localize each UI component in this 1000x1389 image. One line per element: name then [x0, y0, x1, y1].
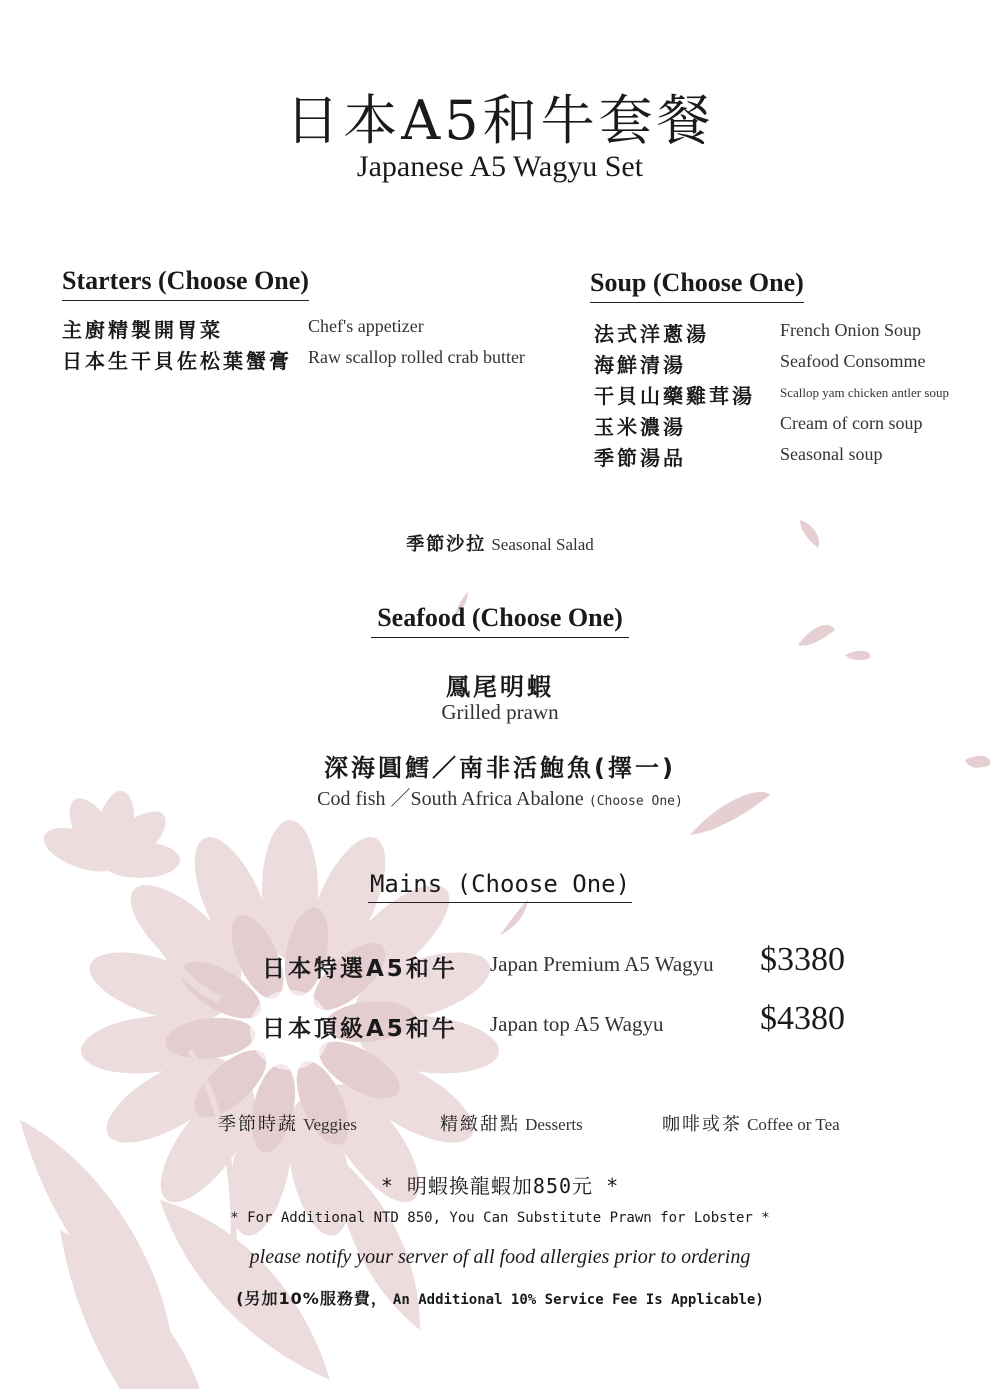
allergy-note: please notify your server of all food allergies prior to ordering: [249, 1246, 751, 1268]
main-2-zh: 日本頂級A5和牛: [262, 1016, 458, 1042]
seafood-1-en: Grilled prawn: [441, 700, 559, 724]
salad-zh: 季節沙拉: [406, 534, 487, 555]
side-3-zh: 咖啡或茶: [662, 1114, 742, 1135]
side-desserts: [440, 1110, 583, 1136]
salad-en: Seasonal Salad: [491, 535, 594, 554]
side-2-en: Desserts: [525, 1115, 583, 1134]
mains-heading-wrap: [0, 870, 1000, 903]
service-fee-zh: (另加10%服務費，: [236, 1289, 388, 1308]
soup-heading: Soup (Choose One): [590, 268, 804, 303]
side-1-en: Veggies: [303, 1115, 357, 1134]
seafood-1-zh: 鳳尾明蝦: [446, 673, 554, 701]
starter-2-zh: 日本生干貝佐松葉蟹膏: [62, 349, 292, 373]
soup-1-en: French Onion Soup: [780, 320, 921, 340]
soup-1-zh: 法式洋蔥湯: [594, 322, 709, 346]
seafood-2-en: Cod fish ／South Africa Abalone: [317, 788, 584, 810]
starter-1-en: Chef's appetizer: [308, 316, 424, 336]
side-1-zh: 季節時蔬: [218, 1114, 298, 1135]
page-title-en: Japanese A5 Wagyu Set: [356, 150, 644, 183]
mains-heading: Mains (Choose One): [368, 870, 632, 903]
soup-4-en: Cream of corn soup: [780, 413, 923, 433]
soup-2-zh: 海鮮清湯: [594, 353, 686, 377]
side-veggies: [218, 1110, 357, 1136]
seafood-2-zh: 深海圓鱈／南非活鮑魚(擇一): [324, 754, 676, 782]
lobster-note-zh: * 明蝦換龍蝦加850元 *: [380, 1174, 620, 1198]
lobster-note-en: * For Additional NTD 850, You Can Substitute Prawn for Lobster *: [230, 1210, 770, 1226]
main-2-en: Japan top A5 Wagyu: [490, 1012, 664, 1036]
soup-5-zh: 季節湯品: [594, 446, 686, 470]
main-1-price: $3380: [760, 941, 845, 978]
main-1-en: Japan Premium A5 Wagyu: [490, 952, 714, 976]
soup-2-en: Seafood Consomme: [780, 351, 926, 371]
starter-2-en: Raw scallop rolled crab butter: [308, 347, 525, 367]
soup-5-en: Seasonal soup: [780, 444, 883, 464]
side-2-zh: 精緻甜點: [440, 1114, 520, 1135]
main-2-price: $4380: [760, 1000, 845, 1037]
service-fee-en: An Additional 10% Service Fee Is Applicable): [392, 1292, 764, 1308]
main-1-zh: 日本特選A5和牛: [262, 956, 458, 982]
starter-1-zh: 主廚精製開胃菜: [62, 318, 223, 342]
soup-4-zh: 玉米濃湯: [594, 415, 686, 439]
seafood-heading: Seafood (Choose One): [371, 603, 629, 638]
starters-heading: Starters (Choose One): [62, 266, 309, 301]
seafood-2-note: (Choose One): [588, 794, 683, 809]
seafood-heading-wrap: [0, 603, 1000, 638]
seafood-2-en-line: [0, 782, 1000, 811]
service-fee-note: [0, 1286, 1000, 1309]
side-3-en: Coffee or Tea: [747, 1115, 840, 1134]
soup-3-zh: 干貝山藥雞茸湯: [594, 384, 755, 408]
side-coffee: [662, 1110, 840, 1136]
salad-line: [0, 530, 1000, 556]
soup-3-en: Scallop yam chicken antler soup: [780, 385, 949, 400]
page-title-zh: 日本A5和牛套餐: [285, 89, 715, 152]
